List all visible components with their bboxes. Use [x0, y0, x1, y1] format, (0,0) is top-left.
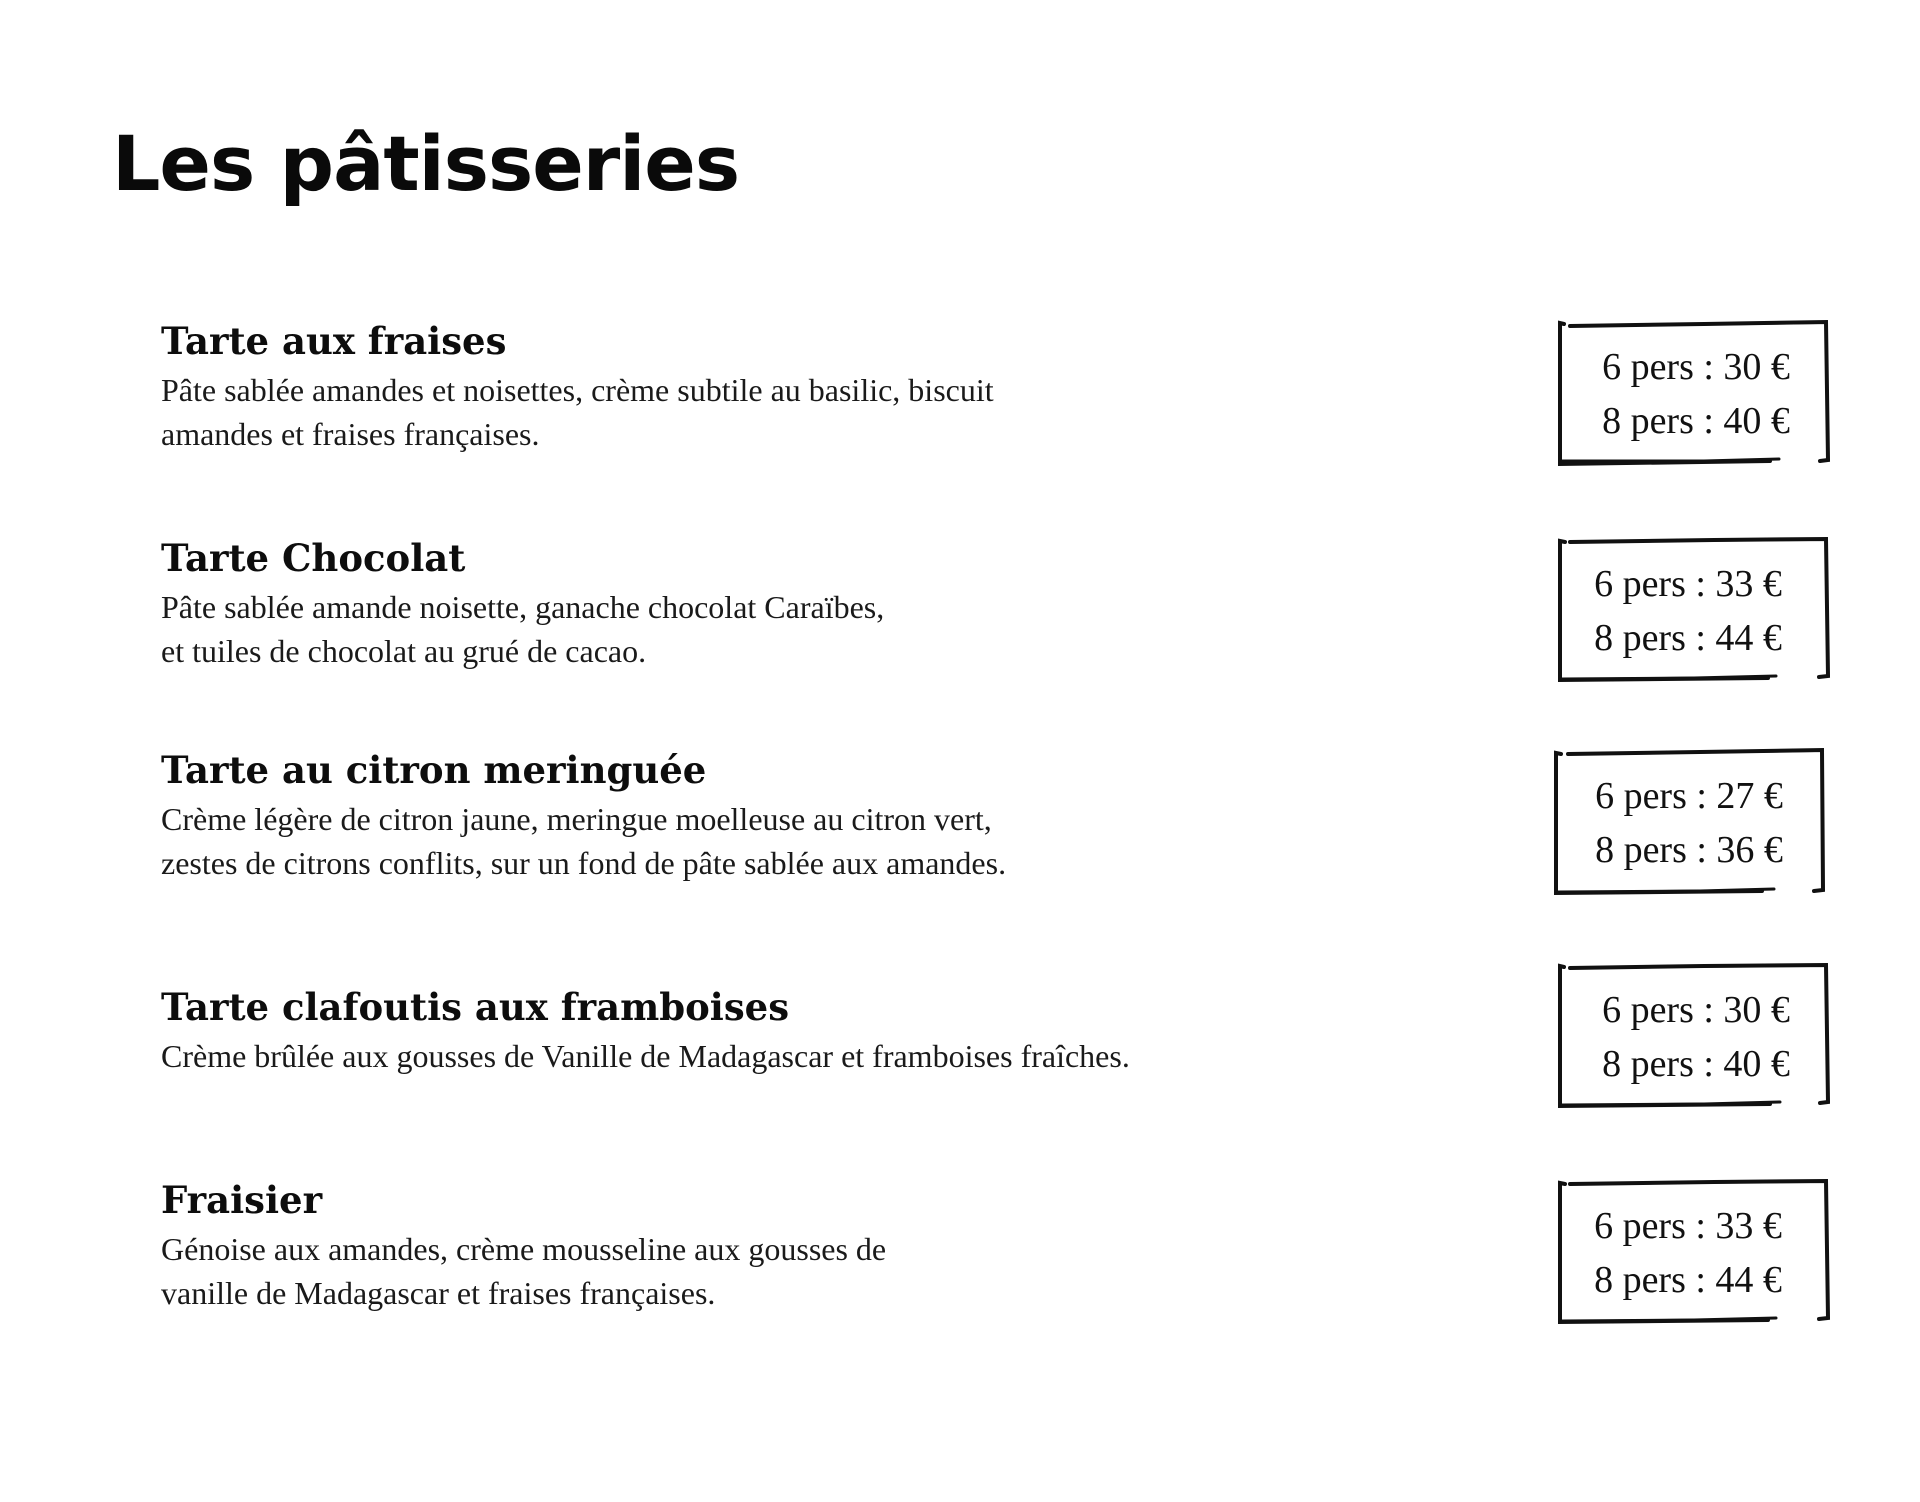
item-description-line: Pâte sablée amande noisette, ganache chocolat Caraïbes, [161, 589, 885, 625]
price-box [1554, 963, 1832, 1107]
price-6-pers: 6 pers : 30 € [1602, 346, 1790, 388]
item-description-line: Crème légère de citron jaune, meringue moelleuse au citron vert, [161, 801, 992, 837]
item-description-line: zestes de citrons conflits, sur un fond de pâte sablée aux amandes. [161, 845, 1007, 881]
item-description-line: amandes et fraises françaises. [161, 416, 540, 452]
item-description [161, 797, 1006, 885]
menu-item-tarte-clafoutis-aux-framboises [0, 984, 1920, 1134]
price-6-pers: 6 pers : 30 € [1602, 989, 1790, 1031]
item-description [161, 585, 884, 673]
price-list [1557, 340, 1835, 448]
item-description [161, 368, 994, 456]
price-box [1554, 1179, 1832, 1323]
item-description [161, 1034, 1130, 1078]
price-6-pers: 6 pers : 33 € [1594, 1205, 1782, 1247]
price-list [1557, 983, 1835, 1091]
menu-item-tarte-aux-fraises [0, 318, 1920, 468]
price-8-pers: 8 pers : 36 € [1595, 829, 1783, 871]
price-6-pers: 6 pers : 33 € [1594, 563, 1782, 605]
price-box [1554, 320, 1832, 464]
menu-item-tarte-au-citron-meringuee [0, 747, 1920, 897]
price-list [1549, 557, 1827, 665]
price-8-pers: 8 pers : 44 € [1594, 1259, 1782, 1301]
price-8-pers: 8 pers : 40 € [1602, 1043, 1790, 1085]
price-8-pers: 8 pers : 44 € [1594, 617, 1782, 659]
item-description-line: Pâte sablée amandes et noisettes, crème subtile au basilic, biscuit [161, 372, 994, 408]
price-list [1549, 1199, 1827, 1307]
item-description-line: Crème brûlée aux gousses de Vanille de Madagascar et framboises fraîches. [161, 1038, 1130, 1074]
price-8-pers: 8 pers : 40 € [1602, 400, 1790, 442]
price-6-pers: 6 pers : 27 € [1595, 775, 1783, 817]
item-name: Fraisier [161, 1178, 323, 1222]
item-name: Tarte au citron meringuée [161, 748, 707, 792]
page-title: Les pâtisseries [112, 119, 740, 208]
price-box [1550, 749, 1828, 893]
item-description-line: vanille de Madagascar et fraises françaises. [161, 1275, 716, 1311]
price-box [1554, 537, 1832, 681]
price-list [1550, 769, 1828, 877]
item-name: Tarte aux fraises [161, 319, 507, 363]
item-name: Tarte clafoutis aux framboises [161, 985, 790, 1029]
item-name: Tarte Chocolat [161, 536, 466, 580]
item-description-line: Génoise aux amandes, crème mousseline aux gousses de [161, 1231, 887, 1267]
item-description [161, 1227, 886, 1315]
item-description-line: et tuiles de chocolat au grué de cacao. [161, 633, 647, 669]
menu-item-fraisier [0, 1177, 1920, 1327]
menu-item-tarte-chocolat [0, 535, 1920, 685]
